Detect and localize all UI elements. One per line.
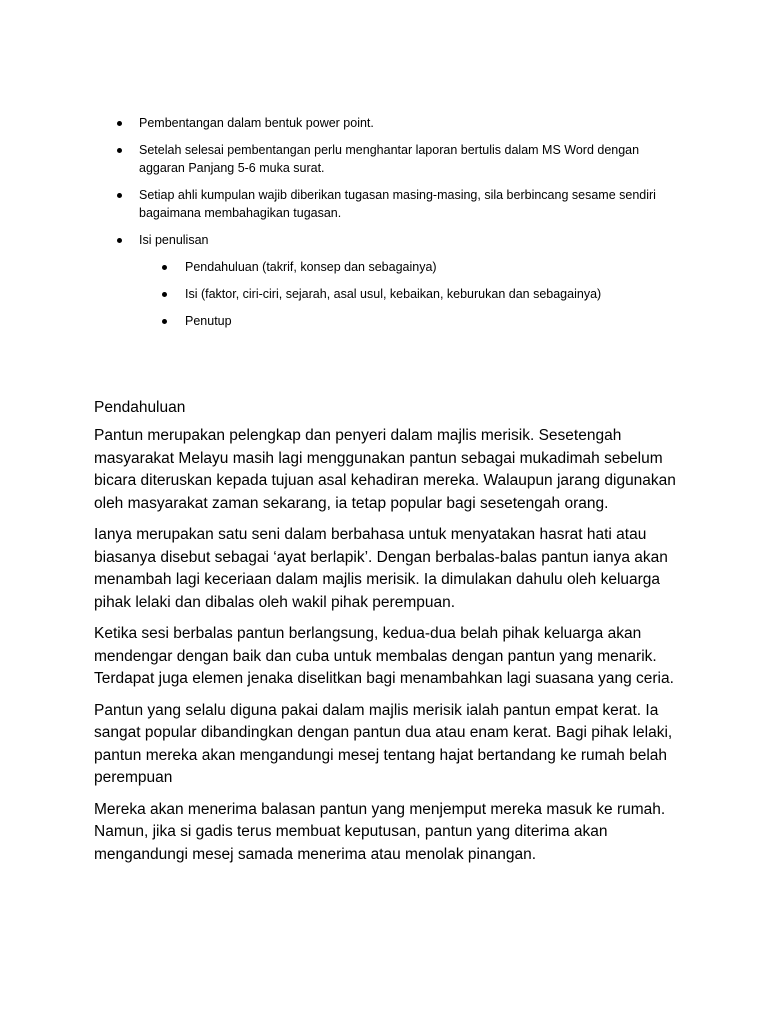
bullet-icon [117, 193, 122, 198]
bullet-icon [117, 238, 122, 243]
paragraph: Ketika sesi berbalas pantun berlangsung, kedua-dua belah pihak keluarga akan mendengar dengan baik dan cuba untuk membalas dengan pantun yang menarik. Terdapat juga elemen jenaka diselitkan bagi menambahkan lagi suasana yang ceria. [94, 625, 674, 687]
bullet-icon [162, 292, 167, 297]
list-item [0, 114, 768, 132]
paragraph: Ianya merupakan satu seni dalam berbahasa untuk menyatakan hasrat hati atau biasanya disebut sebagai ‘ayat berlapik’. Dengan berbalas-balas pantun ianya akan menambah lagi keceriaan dalam majlis merisik. Ia dimulakan dahulu oleh keluarga pihak lelaki dan dibalas oleh wakil pihak perempuan. [94, 526, 668, 611]
bullet-icon [162, 319, 167, 324]
list-item-text: Isi penulisan [139, 233, 209, 247]
paragraph: Pantun yang selalu diguna pakai dalam majlis merisik ialah pantun empat kerat. Ia sangat popular dibandingkan dengan pantun dua atau enam kerat. Bagi pihak lelaki, pantun mereka akan mengandungi mesej tentang hajat bertandang ke rumah belah perempuan [94, 701, 673, 786]
bullet-icon [162, 265, 167, 270]
list-item [0, 186, 768, 222]
list-item-text: Isi (faktor, ciri-ciri, sejarah, asal usul, kebaikan, keburukan dan sebagainya) [185, 287, 602, 301]
bullet-icon [117, 148, 122, 153]
list-item [0, 141, 768, 177]
body-section [94, 397, 694, 875]
list-item-text: Setiap ahli kumpulan wajib diberikan tugasan masing-masing, sila berbincang sesame sendiri bagaimana membahagikan tugasan. [139, 188, 656, 220]
paragraph: Mereka akan menerima balasan pantun yang menjemput mereka masuk ke rumah. Namun, jika si gadis terus membuat keputusan, pantun yang diterima akan mengandungi mesej samada menerima atau menolak pinangan. [94, 800, 666, 863]
section-heading: Pendahuluan [94, 399, 186, 416]
list-item-text: Penutup [185, 314, 232, 328]
sub-list-item [0, 258, 768, 276]
sub-list-item [0, 312, 768, 330]
list-item-text: Setelah selesai pembentangan perlu menghantar laporan bertulis dalam MS Word dengan aggaran Panjang 5-6 muka surat. [139, 143, 640, 175]
paragraph: Pantun merupakan pelengkap dan penyeri dalam majlis merisik. Sesetengah masyarakat Melayu masih lagi menggunakan pantun sebagai mukadimah sebelum bicara diteruskan kepada tujuan asal kehadiran mereka. Walaupun jarang digunakan oleh masyarakat zaman sekarang, ia tetap popular bagi sesetengah orang. [94, 427, 676, 512]
list-item [0, 231, 768, 249]
instruction-list [0, 114, 768, 339]
list-item-text: Pendahuluan (takrif, konsep dan sebagainya) [185, 260, 437, 274]
list-item-text: Pembentangan dalam bentuk power point. [139, 116, 374, 130]
bullet-icon [117, 121, 122, 126]
sub-list-item [0, 285, 768, 303]
